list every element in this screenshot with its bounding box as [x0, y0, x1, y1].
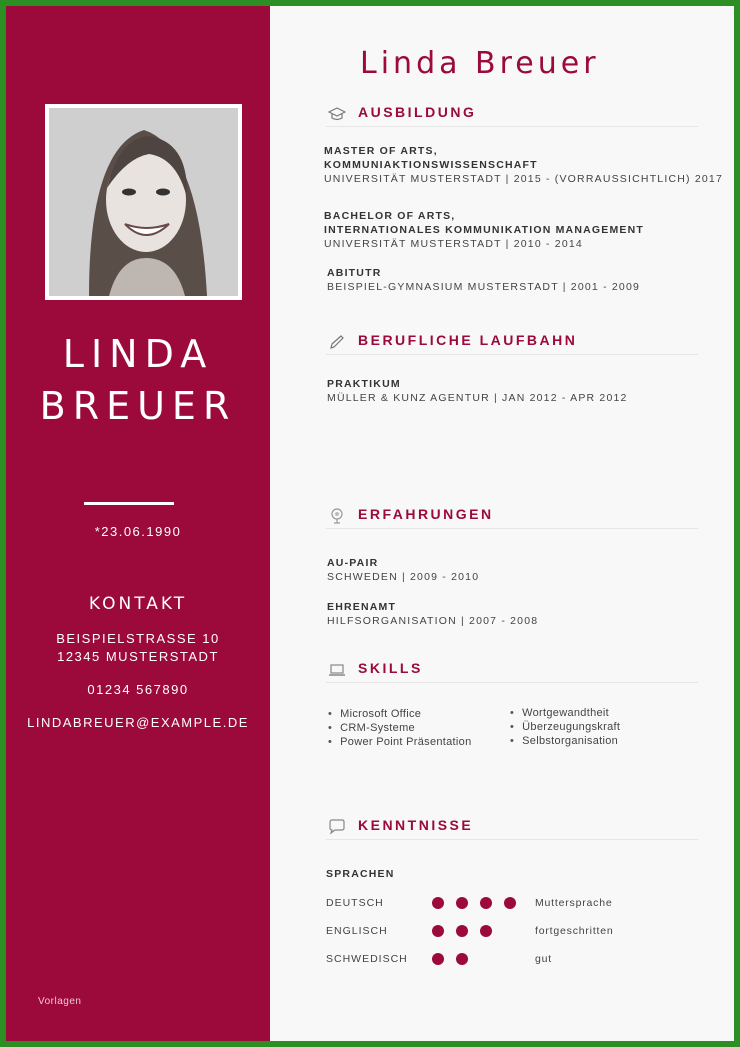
- sidebar-first-name: LINDA: [62, 332, 214, 376]
- education-entry: [324, 209, 644, 251]
- education-degree: MASTER OF ARTS,: [324, 145, 438, 157]
- section-kenntnisse-title: KENNTNISSE: [358, 817, 474, 833]
- education-entry: [327, 266, 640, 294]
- rating-dot: [480, 897, 492, 909]
- list-item: • Wortgewandtheit: [510, 706, 620, 720]
- email-address: LINDABREUER@EXAMPLE.DE: [27, 715, 249, 730]
- language-row: [326, 923, 726, 939]
- career-entry: [327, 377, 628, 405]
- skills-list-right: [510, 706, 620, 748]
- language-name: SCHWEDISCH: [326, 953, 408, 965]
- career-detail: MÜLLER & KUNZ AGENTUR | JAN 2012 - APR 2012: [327, 392, 628, 404]
- section-ausbildung-header: [326, 104, 698, 127]
- footer-watermark: Vorlagen: [38, 996, 82, 1007]
- skills-list-left: [328, 707, 471, 749]
- section-skills-header: [326, 660, 698, 683]
- experience-entry: [327, 600, 538, 628]
- experience-title: AU-PAIR: [327, 557, 379, 569]
- microphone-icon: [328, 508, 346, 524]
- sidebar-divider: [84, 502, 174, 505]
- sidebar: [6, 6, 270, 1041]
- language-level: Muttersprache: [535, 897, 613, 909]
- address-city: 12345 MUSTERSTADT: [57, 649, 219, 664]
- list-item: • Überzeugungskraft: [510, 720, 620, 734]
- section-kenntnisse-header: [326, 817, 698, 840]
- education-detail: BEISPIEL-GYMNASIUM MUSTERSTADT | 2001 - 2009: [327, 281, 641, 293]
- rating-dot: [432, 897, 444, 909]
- section-erfahrungen-title: ERFAHRUNGEN: [358, 506, 494, 522]
- rating-dot: [456, 953, 468, 965]
- section-laufbahn-title: BERUFLICHE LAUFBAHN: [358, 332, 578, 348]
- rating-dot: [504, 897, 516, 909]
- portrait-image: [49, 108, 238, 296]
- list-item: • Selbstorganisation: [510, 734, 620, 748]
- experience-entry: [327, 556, 479, 584]
- kontakt-heading: KONTAKT: [88, 594, 188, 614]
- experience-detail: SCHWEDEN | 2009 - 2010: [327, 571, 480, 583]
- section-ausbildung-title: AUSBILDUNG: [358, 104, 477, 120]
- experience-title: EHRENAMT: [327, 601, 397, 613]
- section-skills-title: SKILLS: [358, 660, 423, 676]
- education-field: KOMMUNIAKTIONSWISSENSCHAFT: [324, 159, 538, 171]
- phone-number: 01234 567890: [87, 682, 189, 697]
- rating-dot: [432, 925, 444, 937]
- speech-bubble-icon: [328, 819, 346, 835]
- list-item: • CRM-Systeme: [328, 721, 471, 735]
- education-detail: UNIVERSITÄT MUSTERSTADT | 2010 - 2014: [324, 238, 583, 250]
- rating-dot: [432, 953, 444, 965]
- sidebar-last-name: BREUER: [39, 384, 237, 428]
- education-field: INTERNATIONALES KOMMUNIKATION MANAGEMENT: [324, 224, 645, 236]
- list-item: • Power Point Präsentation: [328, 735, 471, 749]
- section-erfahrungen-header: [326, 506, 698, 529]
- education-degree: ABITUTR: [327, 267, 382, 279]
- language-row: [326, 951, 726, 967]
- education-degree: BACHELOR OF ARTS,: [324, 210, 456, 222]
- profile-photo: [45, 104, 242, 300]
- career-title: PRAKTIKUM: [327, 378, 401, 390]
- birthdate: *23.06.1990: [94, 524, 182, 539]
- language-name: DEUTSCH: [326, 897, 384, 909]
- page-title: Linda Breuer: [360, 46, 600, 81]
- education-entry: [324, 144, 723, 186]
- list-item: • Microsoft Office: [328, 707, 471, 721]
- rating-dot: [456, 925, 468, 937]
- cv-page: [6, 6, 734, 1041]
- language-name: ENGLISCH: [326, 925, 388, 937]
- graduation-cap-icon: [328, 106, 346, 122]
- section-laufbahn-header: [326, 332, 698, 355]
- rating-dot: [480, 925, 492, 937]
- laptop-icon: [328, 662, 346, 678]
- language-level: fortgeschritten: [535, 925, 614, 937]
- languages-subheading: SPRACHEN: [326, 868, 395, 880]
- pen-icon: [328, 334, 346, 350]
- experience-detail: HILFSORGANISATION | 2007 - 2008: [327, 615, 539, 627]
- language-level: gut: [535, 953, 552, 965]
- education-detail: UNIVERSITÄT MUSTERSTADT | 2015 - (VORRAUSSICHTLICH) 2017: [324, 173, 724, 185]
- address-street: BEISPIELSTRASSE 10: [56, 631, 220, 646]
- rating-dot: [456, 897, 468, 909]
- language-row: [326, 895, 726, 911]
